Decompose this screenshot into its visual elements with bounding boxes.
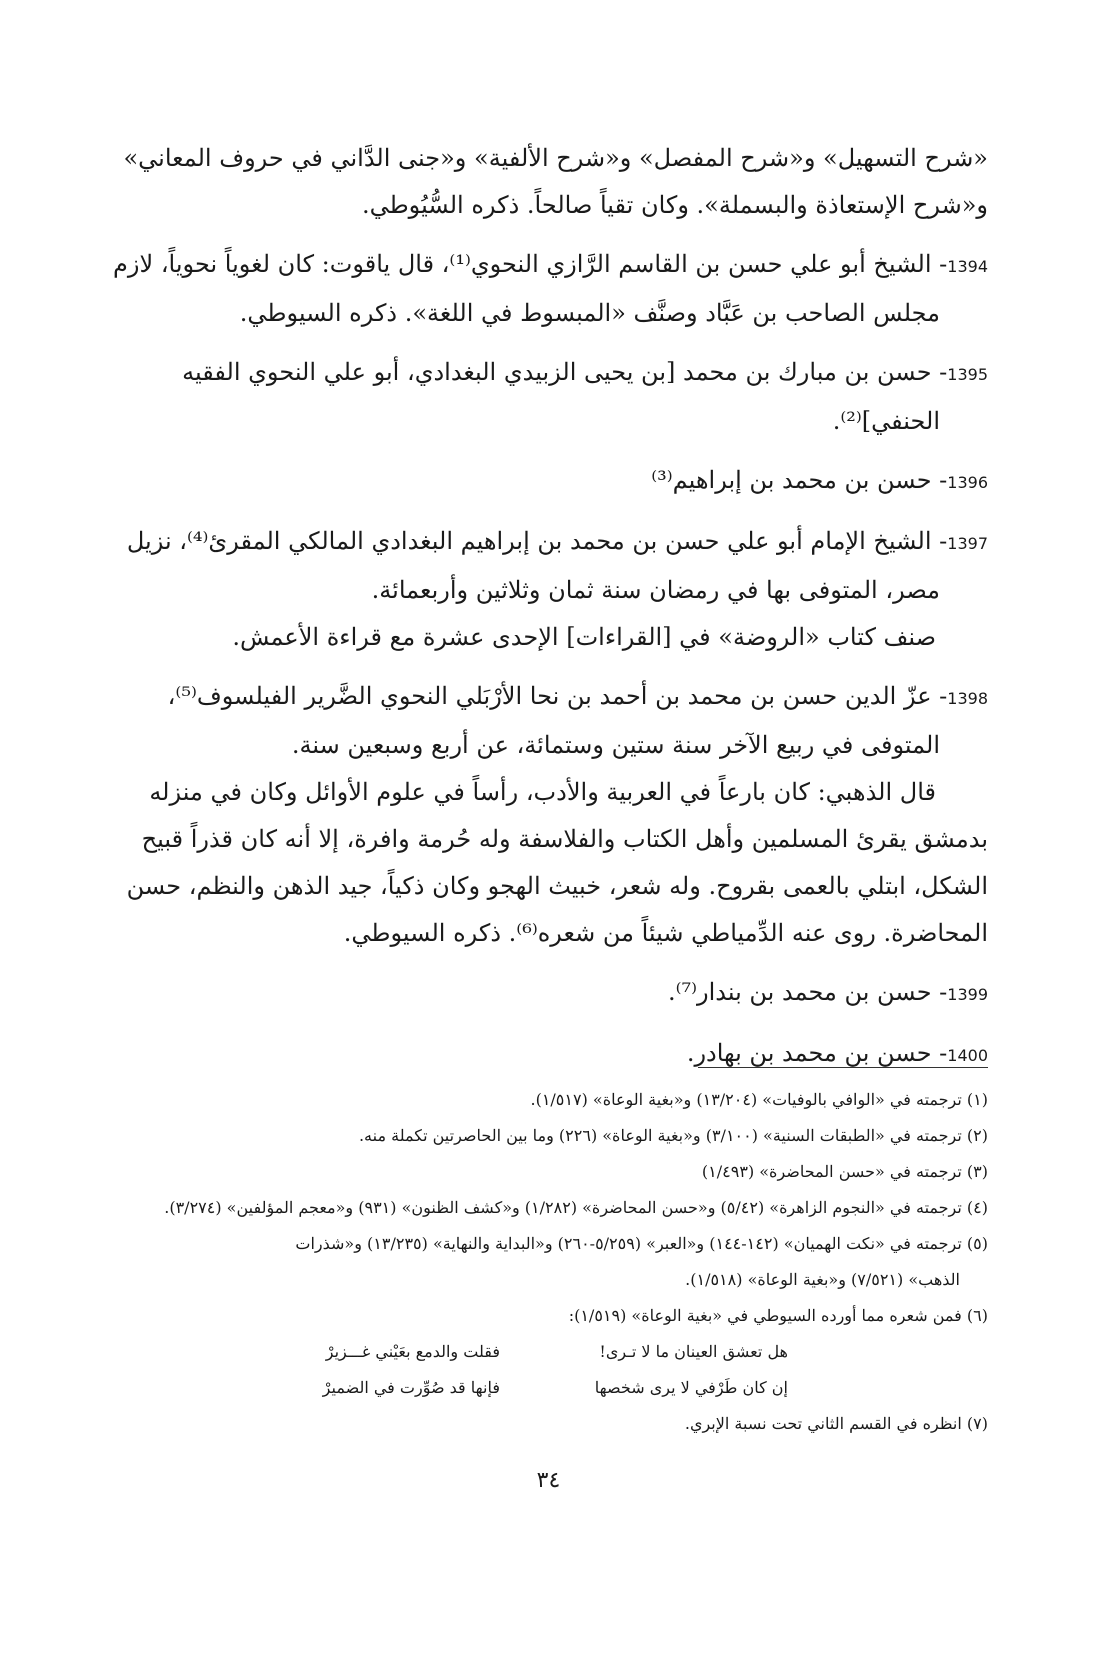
verse-second-hemistich: فقلت والدمع بعَيْني غـــزيرْ <box>325 1342 500 1361</box>
entry-paragraph-line: الشكل، ابتلي بالعمى بقروح. وله شعر، خبيث الهجو وكان ذكياً، جيد الذهن والنظم، حسن <box>126 872 988 900</box>
footnotes-block <box>92 1082 988 1442</box>
text-line: و«شرح الإستعاذة والبسملة». وكان تقياً صالحاً. ذكره السُّيُوطي. <box>361 191 988 219</box>
poem-verse-2 <box>92 1370 988 1406</box>
entry-text: - الشيخ الإمام أبو علي حسن بن محمد بن إبراهيم البغدادي المالكي المقرئ⁽⁴⁾، نزيل <box>126 527 948 555</box>
entry-first-line <box>92 349 988 398</box>
entry-1400 <box>92 1030 988 1079</box>
entry-continuation-line: مجلس الصاحب بن عَبَّاد وصنَّف «المبسوط في اللغة». ذكره السيوطي. <box>239 299 940 327</box>
entry-1395 <box>92 349 988 445</box>
entry-paragraph-line: صنف كتاب «الروضة» في [القراءات] الإحدى عشرة مع قراءة الأعمش. <box>232 623 936 651</box>
entry-paragraph-line: بدمشق يقرئ المسلمين وأهل الكتاب والفلاسفة وله حُرمة وافرة، إلا أنه كان قذراً قبيح <box>141 825 988 853</box>
footnote-3: (٣) ترجمته في «حسن المحاضرة» (١/٤٩٣) <box>701 1162 988 1181</box>
footnote-6: (٦) فمن شعره مما أورده السيوطي في «بغية الوعاة» (١/٥١٩): <box>568 1306 988 1325</box>
entry-continuation-line: مصر، المتوفى بها في رمضان سنة ثمان وثلاثين وأربعمائة. <box>371 576 940 604</box>
entry-1396 <box>92 457 988 506</box>
entry-1397 <box>92 518 988 661</box>
entry-number: 1396 <box>947 473 988 492</box>
intro-paragraph <box>92 135 988 229</box>
entry-number: 1394 <box>947 257 988 276</box>
entry-text: - حسن بن محمد بن بهادر. <box>686 1039 948 1067</box>
poem-verse-1 <box>92 1334 988 1370</box>
entry-text: - الشيخ أبو علي حسن بن القاسم الرَّازي النحوي⁽¹⁾، قال ياقوت: كان لغوياً نحوياً، لازم <box>113 250 948 278</box>
entry-text: - حسن بن محمد بن إبراهيم⁽³⁾ <box>651 466 948 494</box>
entry-paragraph-line: المحاضرة. روى عنه الدِّمياطي شيئاً من شعره⁽⁶⁾. ذكره السيوطي. <box>343 919 988 947</box>
footnote-4: (٤) ترجمته في «النجوم الزاهرة» (٥/٤٢) و«حسن المحاضرة» (١/٢٨٢) و«كشف الظنون» (٩٣١) و«معجم المؤلفين» (٣/٢٧٤). <box>164 1198 988 1217</box>
entry-first-line <box>92 673 988 722</box>
entry-1398 <box>92 673 988 957</box>
entry-continuation-line: المتوفى في ربيع الآخر سنة ستين وستمائة، عن أربع وسبعين سنة. <box>291 731 940 759</box>
footnote-2: (٢) ترجمته في «الطبقات السنية» (٣/١٠٠) و«بغية الوعاة» (٢٢٦) وما بين الحاصرتين تكملة منه. <box>358 1126 988 1145</box>
entry-first-line <box>92 1030 988 1079</box>
footnote-1: (١) ترجمته في «الوافي بالوفيات» (١٣/٢٠٤) و«بغية الوعاة» (١/٥١٧). <box>530 1090 988 1109</box>
entry-text: - عزّ الدين حسن بن محمد بن أحمد بن نحا الأرْبَلي النحوي الضَّرير الفيلسوف⁽⁵⁾، <box>167 682 948 710</box>
verse-first-hemistich: هل تعشق العينان ما لا تـرى! <box>599 1342 788 1361</box>
entry-first-line <box>92 969 988 1018</box>
entry-number: 1395 <box>947 365 988 384</box>
footnote-5-continuation: الذهب» (٧/٥٢١) و«بغية الوعاة» (١/٥١٨). <box>685 1270 960 1289</box>
entry-text: - حسن بن محمد بن بندار⁽⁷⁾. <box>667 978 948 1006</box>
entry-first-line <box>92 241 988 290</box>
entry-number: 1400 <box>947 1046 988 1065</box>
entry-number: 1399 <box>947 985 988 1004</box>
text-line: «شرح التسهيل» و«شرح المفصل» و«شرح الألفية» و«جنى الدَّاني في حروف المعاني» <box>123 144 988 172</box>
footnote-5: (٥) ترجمته في «نكت الهميان» (١٤٢-١٤٤) و«العبر» (٥/٢٥٩-٢٦٠) و«البداية والنهاية» (١٣/٢٣٥) و«شذرات <box>295 1234 988 1253</box>
entry-1399 <box>92 969 988 1018</box>
entry-1394 <box>92 241 988 337</box>
verse-first-hemistich: إن كان طَرْفي لا يرى شخصها <box>594 1378 788 1397</box>
entry-number: 1398 <box>947 689 988 708</box>
page-number: ٣٤ <box>536 1468 561 1493</box>
main-text-block <box>92 135 988 1091</box>
entry-first-line <box>92 518 988 567</box>
entry-text: - حسن بن مبارك بن محمد [بن يحيى الزبيدي البغدادي، أبو علي النحوي الفقيه <box>182 358 948 386</box>
entry-continuation-line: الحنفي]⁽²⁾. <box>832 407 940 435</box>
verse-second-hemistich: فإنها قد صُوِّرت في الضميرْ <box>322 1378 500 1397</box>
footnote-7: (٧) انظره في القسم الثاني تحت نسبة الإبري. <box>684 1414 988 1433</box>
entry-paragraph-line: قال الذهبي: كان بارعاً في العربية والأدب، رأساً في علوم الأوائل وكان في منزله <box>149 778 936 806</box>
entry-first-line <box>92 457 988 506</box>
entry-number: 1397 <box>947 534 988 553</box>
footnote-divider <box>698 1067 988 1068</box>
